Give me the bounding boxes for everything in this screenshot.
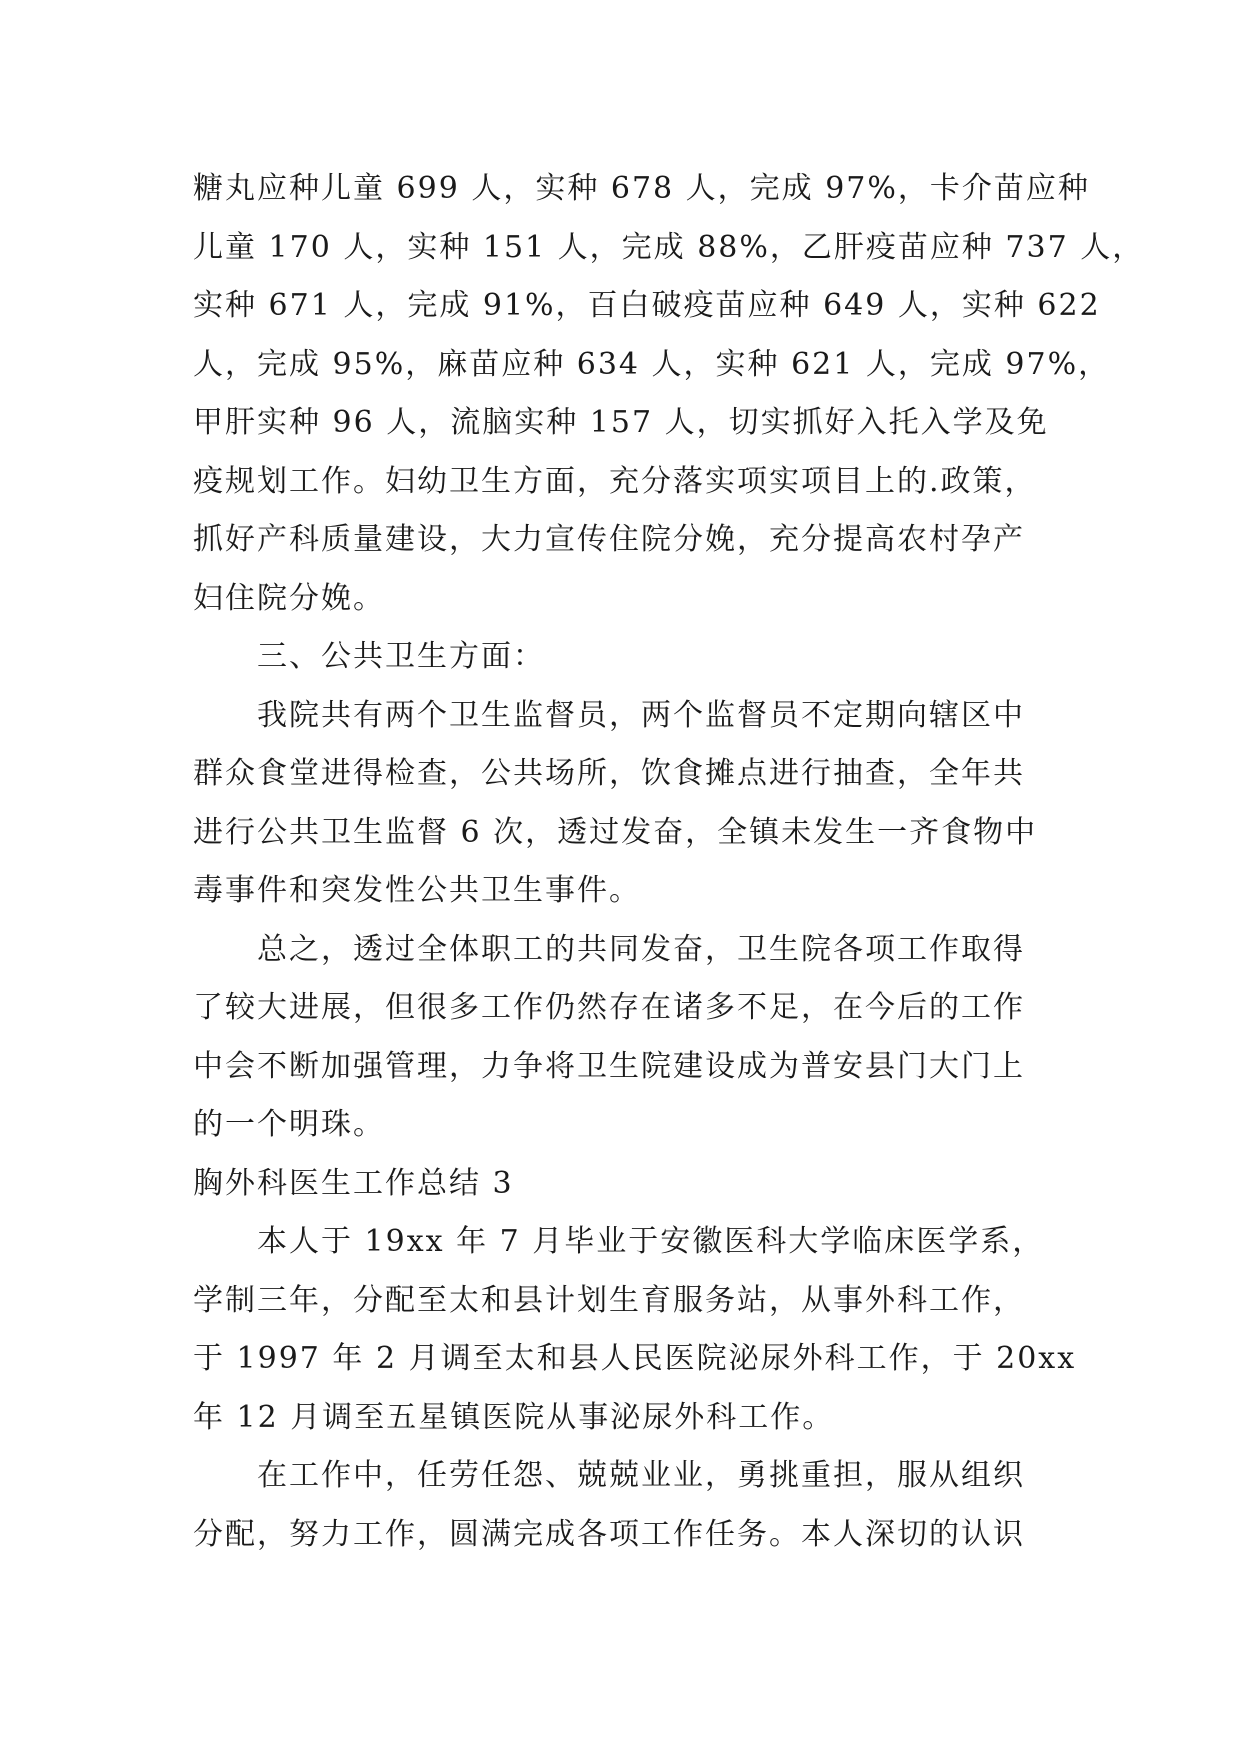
text-line: 人，完成 95%，麻苗应种 634 人，实种 621 人，完成 97%， — [193, 346, 1111, 382]
text-line: 年 12 月调至五星镇医院从事泌尿外科工作。 — [193, 1399, 835, 1435]
text-line: 于 1997 年 2 月调至太和县人民医院泌尿外科工作，于 20xx — [193, 1341, 1077, 1376]
text-line: 儿童 170 人，实种 151 人，完成 88%，乙肝疫苗应种 737 人， — [193, 229, 1145, 265]
text-line: 我院共有两个卫生监督员，两个监督员不定期向辖区中 — [257, 697, 1025, 733]
text-line: 实种 671 人，完成 91%，百白破疫苗应种 649 人，实种 622 — [193, 288, 1101, 323]
text-line: 毒事件和突发性公共卫生事件。 — [193, 873, 641, 908]
section-heading: 三、公共卫生方面： — [257, 639, 545, 674]
text-line: 疫规划工作。妇幼卫生方面，充分落实项实项目上的.政策， — [193, 463, 1037, 499]
text-line: 分配，努力工作，圆满完成各项工作任务。本人深切的认识 — [193, 1516, 1025, 1552]
text-line: 中会不断加强管理，力争将卫生院建设成为普安县门大门上 — [193, 1048, 1025, 1084]
text-line: 学制三年，分配至太和县计划生育服务站，从事外科工作， — [193, 1282, 1025, 1318]
text-line: 本人于 19xx 年 7 月毕业于安徽医科大学临床医学系， — [257, 1224, 1045, 1259]
text-line: 了较大进展，但很多工作仍然存在诸多不足，在今后的工作 — [193, 990, 1025, 1025]
text-line: 妇住院分娩。 — [193, 580, 385, 616]
text-line: 在工作中，任劳任怨、兢兢业业，勇挑重担，服从组织 — [257, 1458, 1025, 1493]
text-line: 总之，透过全体职工的共同发奋，卫生院各项工作取得 — [257, 931, 1025, 967]
text-line: 的一个明珠。 — [193, 1107, 385, 1142]
text-line: 抓好产科质量建设，大力宣传住院分娩，充分提高农村孕产 — [193, 522, 1025, 557]
text-line: 糖丸应种儿童 699 人，实种 678 人，完成 97%，卡介苗应种 — [193, 171, 1090, 206]
text-line: 群众食堂进得检查，公共场所，饮食摊点进行抽查，全年共 — [193, 756, 1025, 791]
text-line: 进行公共卫生监督 6 次，透过发奋，全镇未发生一齐食物中 — [193, 814, 1038, 850]
text-line: 甲肝实种 96 人，流脑实种 157 人，切实抓好入托入学及免 — [193, 405, 1049, 440]
document-page — [193, 160, 1145, 1564]
document-subtitle: 胸外科医生工作总结 3 — [193, 1165, 514, 1201]
